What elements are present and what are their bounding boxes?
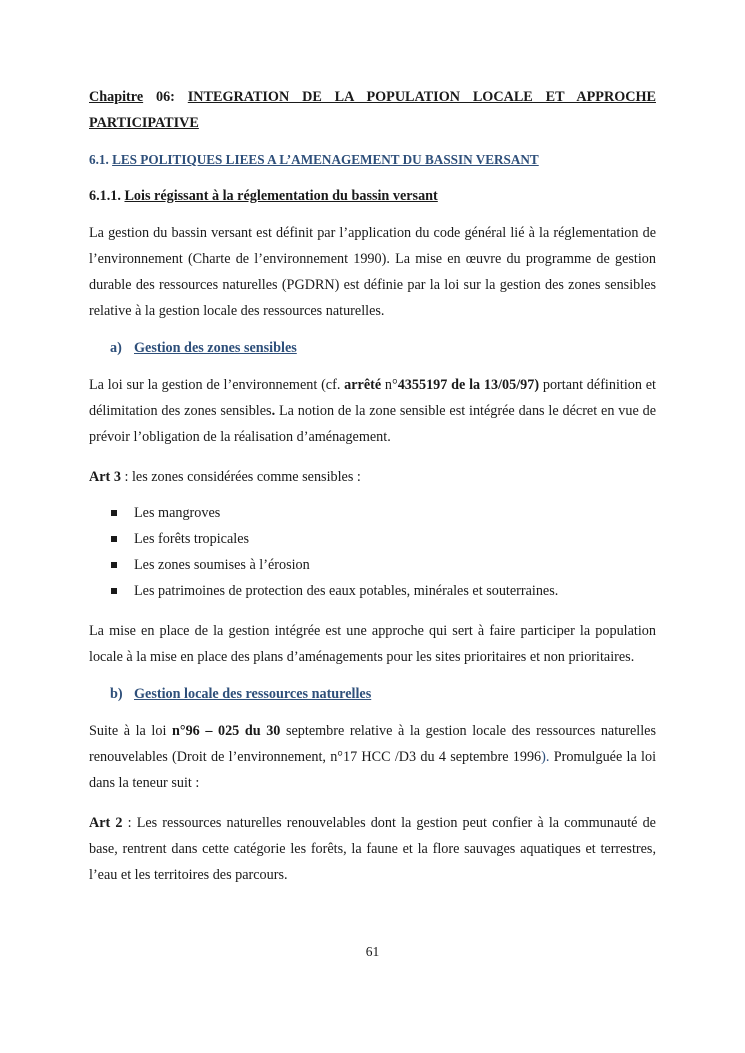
paragraph-4-bold-1: n°96 – 025 du 30: [172, 723, 281, 739]
art-3-text: : les zones considérées comme sensibles :: [120, 469, 361, 485]
subsection-b-letter: b): [110, 686, 123, 702]
paragraph-4-text-4: Promulguée la loi dans la teneur suit :: [89, 749, 657, 791]
paragraph-4-text-2: septembre relative à la gestion locale des ressources naturelles renouvelables (Droit de l’environnement, n°17 HCC /D3 du 4 septembre 1996: [89, 723, 656, 765]
paragraph-3: La mise en place de la gestion intégrée est une approche qui sert à faire participer la population locale à la mise en place des plans d’aménagements pour les sites prioritaires et non prioritaires.: [89, 623, 656, 665]
subsection-a-title: Gestion des zones sensibles: [134, 340, 297, 356]
subsection-a-heading: [110, 338, 656, 358]
paragraph-2-bold-3: .: [271, 403, 276, 419]
square-bullet-icon: [111, 562, 117, 568]
list-item-text: Les mangroves: [134, 505, 221, 521]
art-2-label: Art 2: [89, 815, 123, 831]
section-6-1-1-heading: [89, 186, 656, 206]
paragraph-4-text-1: Suite à la loi: [89, 723, 172, 739]
paragraph-4: [89, 718, 656, 796]
paragraph-2-bold-1: arrêté: [344, 377, 382, 393]
paragraph-2: [89, 372, 656, 450]
chapter-prefix: Chapitre: [89, 89, 144, 105]
list-item: [89, 500, 656, 526]
list-item-text: Les forêts tropicales: [134, 531, 250, 547]
list-item: [89, 552, 656, 578]
art-3-label: Art 3: [89, 469, 121, 485]
chapter-title: INTEGRATION DE LA POPULATION LOCALE ET APPROCHE PARTICIPATIVE: [89, 89, 656, 131]
subsection-b-heading: [110, 684, 656, 704]
subsection-a-letter: a): [110, 340, 122, 356]
page-number: 61: [365, 944, 380, 959]
section-6-1-1-number: 6.1.1.: [89, 188, 125, 204]
chapter-number: 06:: [143, 89, 188, 105]
square-bullet-icon: [111, 510, 117, 516]
section-6-1-title: LES POLITIQUES LIEES A L’AMENAGEMENT DU BASSIN VERSANT: [112, 152, 539, 167]
paragraph-2-bold-2: 4355197 de la 13/05/97): [397, 377, 540, 393]
square-bullet-icon: [111, 536, 117, 542]
art-3-line: [89, 464, 656, 490]
section-6-1-1-title: Lois régissant à la réglementation du bassin versant: [124, 188, 438, 204]
square-bullet-icon: [111, 588, 117, 594]
paragraph-2-text-2: n°: [381, 377, 398, 393]
list-item-text: Les patrimoines de protection des eaux potables, minérales et souterraines.: [134, 583, 559, 599]
paragraph-4-text-3: ).: [541, 749, 554, 765]
section-6-1-heading: [89, 150, 656, 170]
paragraph-2-text-1: La loi sur la gestion de l’environnement (cf.: [89, 377, 345, 393]
art-2-paragraph: [89, 810, 656, 888]
subsection-b-title: Gestion locale des ressources naturelles: [134, 686, 372, 702]
art-2-text: : Les ressources naturelles renouvelables dont la gestion peut confier à la communauté de base, rentrent dans cette catégorie les forêts, la faune et la flore sauvages aquatiques et terrestres, l’eau et les territoires des parcours.: [89, 815, 656, 883]
list-item-text: Les zones soumises à l’érosion: [134, 557, 310, 573]
paragraph-2-text-4: La notion de la zone sensible est intégrée dans le décret en vue de prévoir l’obligation de la réalisation d’aménagement.: [89, 403, 656, 445]
list-item: [89, 578, 656, 604]
list-item: [89, 526, 656, 552]
paragraph-1: La gestion du bassin versant est définit par l’application du code général lié à la réglementation de l’environnement (Charte de l’environnement 1990). La mise en œuvre du programme de gestion durable des ressources naturelles (PGDRN) est définie par la loi sur la gestion des zones sensibles relative à la gestion locale des ressources naturelles.: [89, 225, 656, 319]
document-page: [89, 84, 656, 888]
chapter-heading: [89, 84, 656, 136]
section-6-1-number: 6.1.: [89, 152, 113, 167]
sensitive-zones-list: [89, 500, 656, 604]
paragraph-2-text-3: portant définition et délimitation des zones sensibles: [89, 377, 656, 419]
